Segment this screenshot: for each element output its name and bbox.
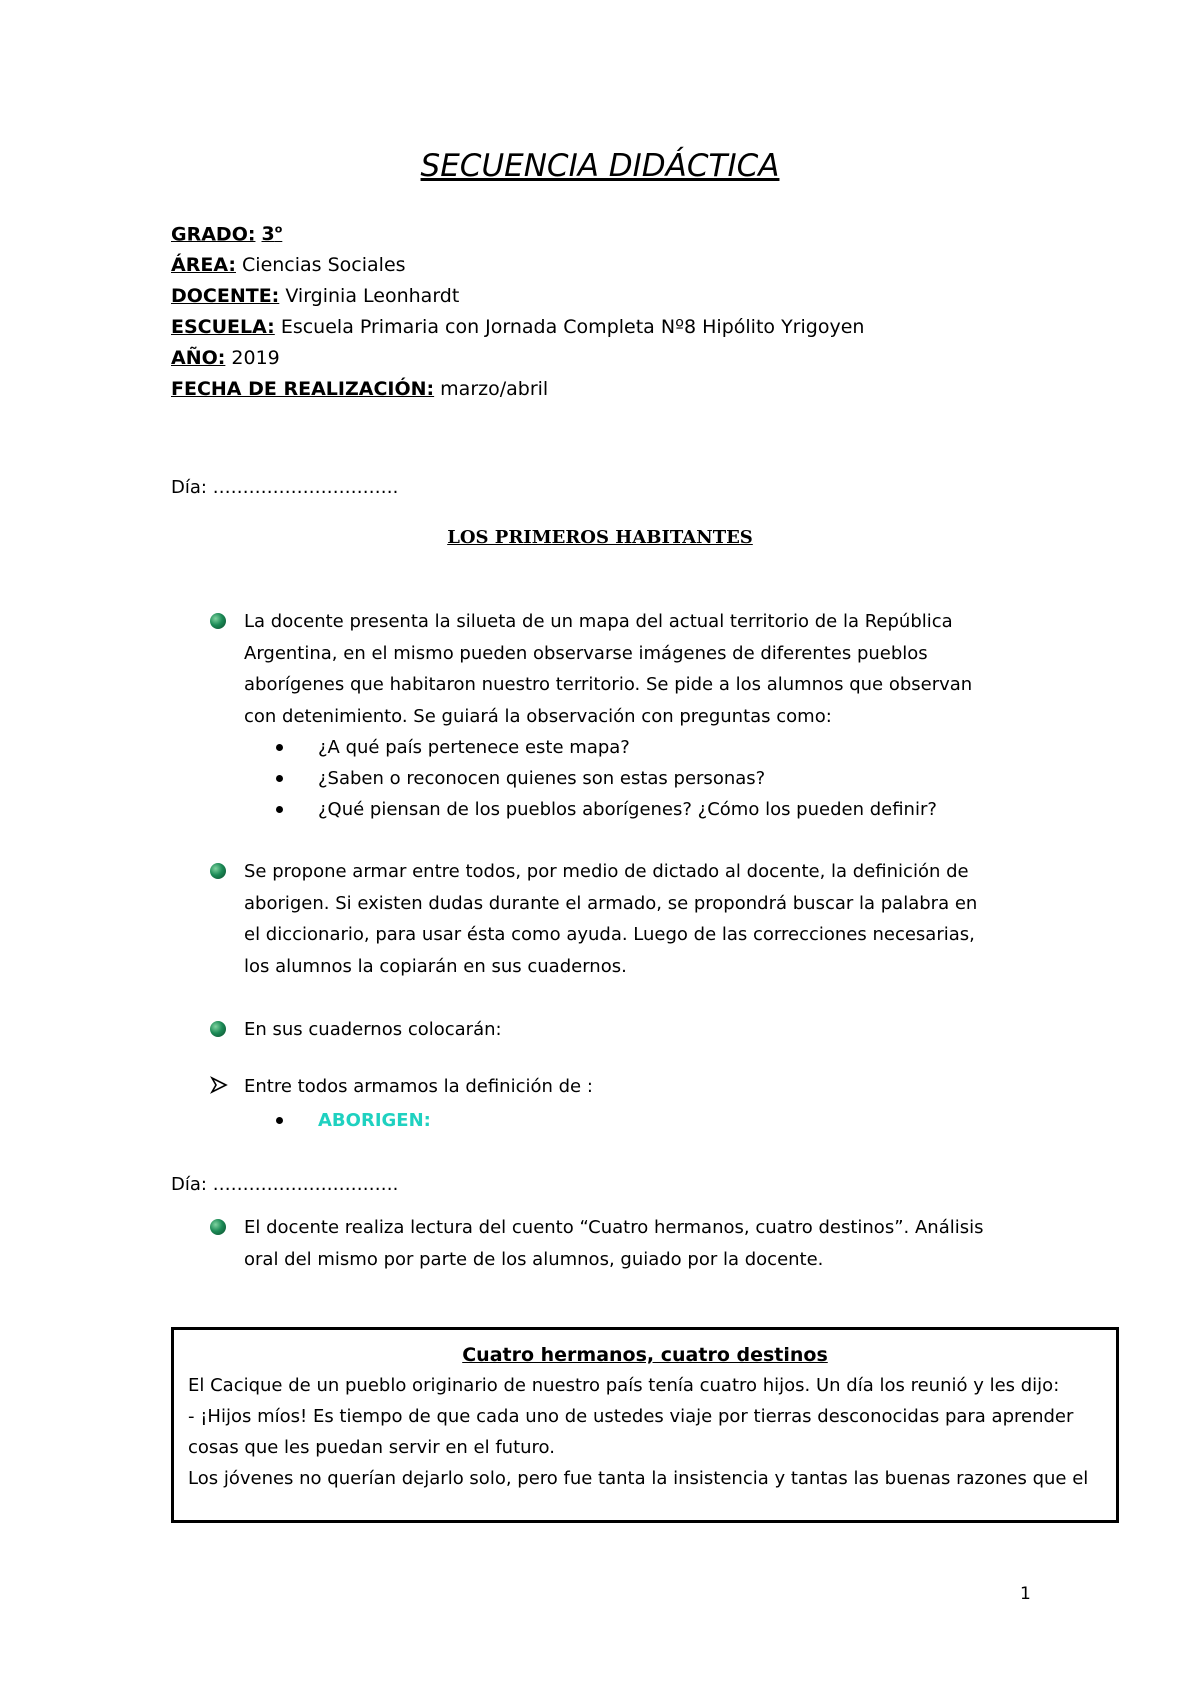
globe-bullet-icon: [210, 863, 226, 879]
page-number: 1: [1020, 1584, 1031, 1604]
dia-line-1: Día: ………………………….: [171, 477, 399, 498]
story-line: - ¡Hijos míos! Es tiempo de que cada uno de ustedes viaje por tierras desconocidas para aprender: [188, 1406, 1074, 1427]
activity-text: Se propone armar entre todos, por medio de dictado al docente, la definición de aborigen. Si existen dudas durante el armado, se propondrá buscar la palabra en el diccionario, para usar ésta como ayuda. Luego de las correcciones necesarias, los alumnos la copiarán en sus cuadernos.: [244, 861, 978, 977]
document-page: SECUENCIA DIDÁCTICA GRADO: 3$^o$ ÁREA: Ciencias Sociales DOCENTE: Virginia Leonhardt ESCUELA: Escuela Primaria con Jornada Completa Nº8 Hipólito Yrigoyen AÑO: 2019 FECHA DE REALIZACIÓN: marzo/abril Día: …………………………. LOS PRIMEROS HABITANTES La docente presenta la silueta de un mapa del actual territorio de la República Argentina, en el mismo pueden observarse imágenes de diferentes pueblos aborígenes que habitaron nuestro territorio. Se pide a los alumnos que observan con detenimiento. Se guiará la observación con preguntas como: ¿A qué país pertenece este mapa? ¿Saben o reconocen quienes son estas personas? ¿Qué piensan de los pueblos aborígenes? ¿Cómo los pueden definir? Se propone armar entre todos, por medio de dictado al docente, la definición de aborigen. Si existen dudas durante el armado, se propondrá buscar la palabra en el diccionario, para usar ésta como ayuda. Luego de las correcciones necesarias, los alumnos la copiarán en sus cuadernos. En sus cuadernos colocarán: Entre todos armamos la definición de : ABORIGEN: Día: …………………………. El docente realiza lectura del cuento “Cuatro hermanos, cuatro destinos”. Análisis oral del mismo por parte de los alumnos, guiado por la docente. Cuatro hermanos, cuatro destinos El Cacique de un pueblo originario de nuestro país tenía cuatro hijos. Un día los reunió y les dijo: - ¡Hijos míos! Es tiempo de que cada uno de ustedes viaje por tierras desconocidas para aprender cosas que les puedan servir en el futuro. Los jóvenes no querían dejarlo solo, pero fue tanta la insistencia y tantas las buenas razones que el 1: [0, 0, 1200, 1696]
meta-grado: GRADO: 3$^o$: [171, 223, 283, 246]
activity-text: La docente presenta la silueta de un mapa del actual territorio de la República Argentina, en el mismo pueden observarse imágenes de diferentes pueblos aborígenes que habitaron nuestro territorio. Se pide a los alumnos que observan con detenimiento. Se guiará la observación con preguntas como:: [244, 611, 973, 727]
dot-icon: [276, 1117, 283, 1124]
arrow-item-text: Entre todos armamos la definición de :: [244, 1076, 593, 1097]
activity-item-2: [210, 856, 984, 982]
meta-block: [171, 214, 864, 405]
activity-text: En sus cuadernos colocarán:: [244, 1019, 502, 1040]
section-title: LOS PRIMEROS HABITANTES: [447, 527, 753, 548]
arrow-item: [210, 1076, 593, 1097]
meta-anio: AÑO: 2019: [171, 347, 280, 370]
meta-area: ÁREA: Ciencias Sociales: [171, 254, 406, 277]
dot-icon: [276, 806, 283, 813]
activity-item-4: [210, 1212, 984, 1275]
globe-bullet-icon: [210, 1021, 226, 1037]
story-line: El Cacique de un pueblo originario de nuestro país tenía cuatro hijos. Un día los reunió y les dijo:: [188, 1375, 1060, 1396]
meta-fecha: FECHA DE REALIZACIÓN: marzo/abril: [171, 378, 549, 401]
arrow-bullet-icon: [210, 1076, 228, 1099]
story-title: Cuatro hermanos, cuatro destinos: [462, 1344, 828, 1366]
meta-escuela: ESCUELA: Escuela Primaria con Jornada Completa Nº8 Hipólito Yrigoyen: [171, 316, 865, 339]
page-title: SECUENCIA DIDÁCTICA: [420, 148, 780, 184]
story-box: [171, 1327, 1119, 1523]
story-line: Los jóvenes no querían dejarlo solo, pero fue tanta la insistencia y tantas las buenas razones que el: [188, 1468, 1089, 1489]
dot-icon: [276, 744, 283, 751]
story-line: cosas que les puedan servir en el futuro.: [188, 1437, 555, 1458]
activity-text: El docente realiza lectura del cuento “Cuatro hermanos, cuatro destinos”. Análisis oral del mismo por parte de los alumnos, guiado por la docente.: [244, 1217, 984, 1270]
dia-line-2: Día: ………………………….: [171, 1174, 399, 1195]
globe-bullet-icon: [210, 613, 226, 629]
activity-item-1: [210, 606, 984, 732]
globe-bullet-icon: [210, 1219, 226, 1235]
story-text: [174, 1366, 1116, 1494]
meta-docente: DOCENTE: Virginia Leonhardt: [171, 285, 460, 308]
dot-icon: [276, 775, 283, 782]
activity-item-3: [210, 1014, 984, 1046]
aborigen-label: ABORIGEN:: [318, 1110, 431, 1131]
